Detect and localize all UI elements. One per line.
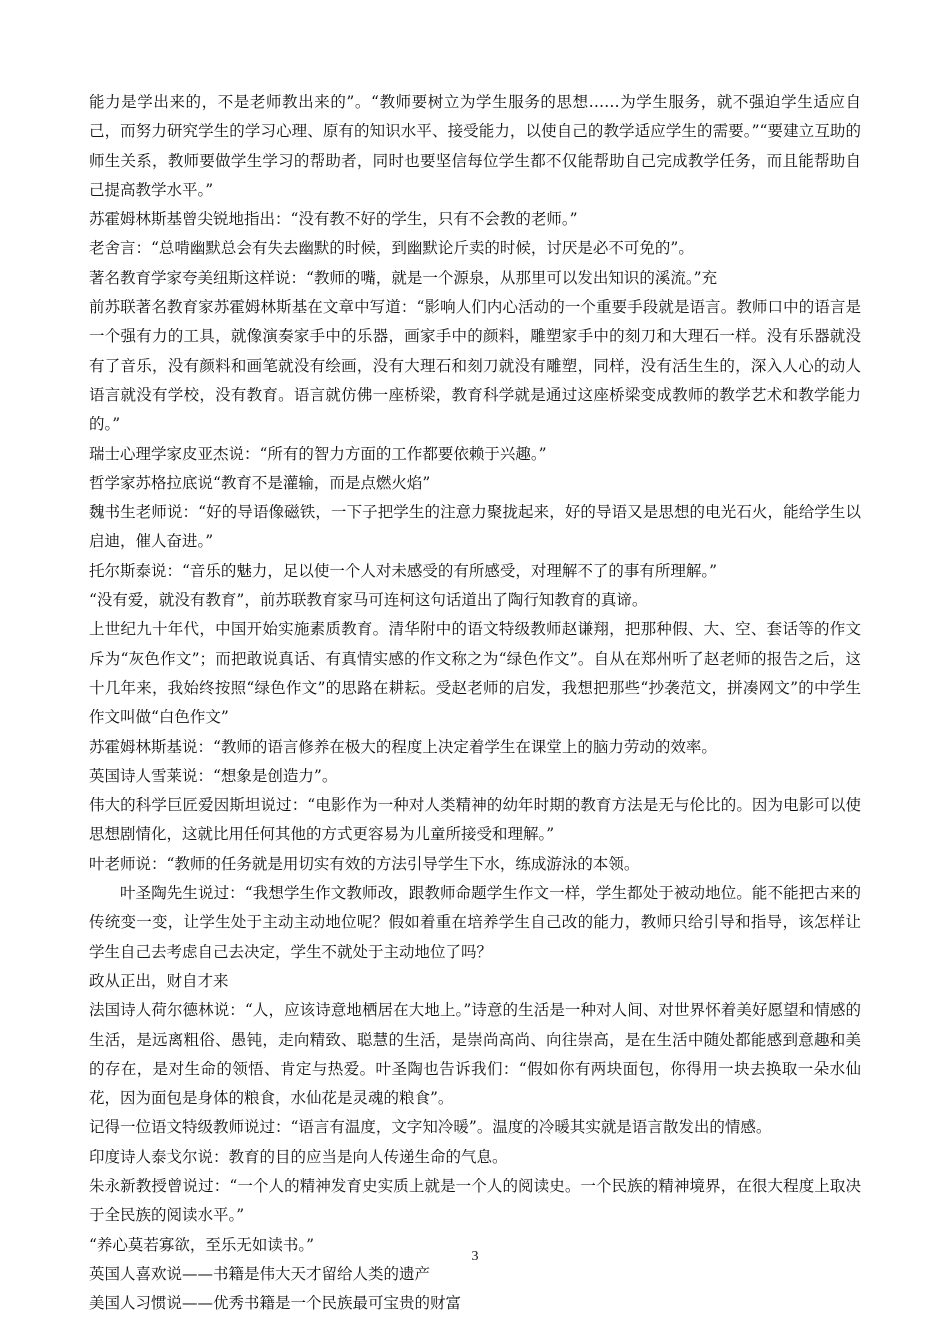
paragraph: 英国人喜欢说——书籍是伟大天才留给人类的遗产 [89, 1264, 431, 1283]
paragraph: 苏霍姆林斯基曾尖锐地指出：“没有教不好的学生，只有不会教的老师。” [89, 210, 578, 229]
paragraph: “养心莫若寡欲，至乐无如读书。” [89, 1235, 315, 1254]
paragraph: 哲学家苏格拉底说“教育不是灌输，而是点燃火焰” [89, 473, 431, 492]
document-body [89, 88, 861, 1318]
paragraph: 苏霍姆林斯基说：“教师的语言修养在极大的程度上决定着学生在课堂上的脑力劳动的效率。 [89, 737, 717, 756]
paragraph: 瑞士心理学家皮亚杰说：“所有的智力方面的工作都要依赖于兴趣。” [89, 444, 547, 463]
paragraph: 英国诗人雪莱说：“想象是创造力”。 [89, 766, 338, 785]
paragraph: 政从正出，财自才来 [89, 971, 229, 990]
page-number: 3 [471, 1249, 479, 1264]
paragraph: 上世纪九十年代，中国开始实施素质教育。清华附中的语文特级教师赵谦翔，把那种假、大、空、套话等的作文斥为“灰色作文”；而把敢说真话、有真情实感的作文称之为“绿色作文”。自从在郑州听了赵老师的报告之后，这十几年来，我始终按照“绿色作文”的思路在耕耘。受赵老师的启发，我想把那些“抄袭范文，拼凑网文”的中学生作文叫做“白色作文” [89, 620, 861, 727]
paragraph: 法国诗人荷尔德林说：“人，应该诗意地栖居在大地上。”诗意的生活是一种对人间、对世界怀着美好愿望和情感的生活，是远离粗俗、愚钝，走向精致、聪慧的生活，是崇尚高尚、向往崇高，是在生活中随处都能感到意趣和美的存在，是对生命的领悟、肯定与热爱。叶圣陶也告诉我们：“假如你有两块面包，你得用一块去换取一朵水仙花，因为面包是身体的粮食，水仙花是灵魂的粮食”。 [89, 1001, 861, 1108]
paragraph: 伟大的科学巨匠爱因斯坦说过：“电影作为一种对人类精神的幼年时期的教育方法是无与伦比的。因为电影可以使思想剧情化，这就比用任何其他的方式更容易为儿童所接受和理解。” [89, 796, 861, 844]
paragraph: 叶圣陶先生说过：“我想学生作文教师改，跟教师命题学生作文一样，学生都处于被动地位。能不能把古来的传统变一变，让学生处于主动主动地位呢？假如着重在培养学生自己改的能力，教师只给引导和指导，该怎样让学生自己去考虑自己去决定，学生不就处于主动地位了吗？ [89, 884, 861, 961]
paragraph: 能力是学出来的，不是老师教出来的”。“教师要树立为学生服务的思想……为学生服务，就不强迫学生适应自己，而努力研究学生的学习心理、原有的知识水平、接受能力，以使自己的教学适应学生的需要。”“要建立互助的师生关系，教师要做学生学习的帮助者，同时也要坚信每位学生都不仅能帮助自己完成教学任务，而且能帮助自己提高教学水平。” [89, 93, 861, 199]
paragraph: 印度诗人泰戈尔说：教育的目的应当是向人传递生命的气息。 [89, 1147, 508, 1166]
paragraph: 美国人习惯说——优秀书籍是一个民族最可宝贵的财富 [89, 1294, 462, 1313]
paragraph: 托尔斯泰说：“音乐的魅力，足以使一个人对未感受的有所感受，对理解不了的事有所理解。” [89, 561, 718, 580]
paragraph: “没有爱，就没有教育”，前苏联教育家马可连柯这句话道出了陶行知教育的真谛。 [89, 591, 648, 610]
paragraph: 魏书生老师说：“好的导语像磁铁，一下子把学生的注意力聚拢起来，好的导语又是思想的电光石火，能给学生以启迪，催人奋进。” [89, 503, 861, 551]
paragraph: 记得一位语文特级教师说过：“语言有温度，文字知冷暖”。温度的冷暖其实就是语言散发出的情感。 [89, 1118, 772, 1137]
paragraph: 叶老师说：“教师的任务就是用切实有效的方法引导学生下水，练成游泳的本领。 [89, 854, 640, 873]
paragraph: 前苏联著名教育家苏霍姆林斯基在文章中写道：“影响人们内心活动的一个重要手段就是语言。教师口中的语言是一个强有力的工具，就像演奏家手中的乐器，画家手中的颜料，雕塑家手中的刻刀和大理石一样。没有乐器就没有了音乐，没有颜料和画笔就没有绘画，没有大理石和刻刀就没有雕塑，同样，没有活生生的，深入人心的动人语言就没有学校，没有教育。语言就仿佛一座桥梁，教育科学就是通过这座桥梁变成教师的教学艺术和教学能力的。” [89, 298, 861, 434]
paragraph: 老舍言：“总啃幽默总会有失去幽默的时候，到幽默论斤卖的时候，讨厌是必不可免的”。 [89, 239, 694, 258]
paragraph: 朱永新教授曾说过：“一个人的精神发育史实质上就是一个人的阅读史。一个民族的精神境界，在很大程度上取决于全民族的阅读水平。” [89, 1176, 861, 1225]
paragraph: 著名教育学家夸美纽斯这样说：“教师的嘴，就是一个源泉，从那里可以发出知识的溪流。”充 [89, 268, 718, 287]
